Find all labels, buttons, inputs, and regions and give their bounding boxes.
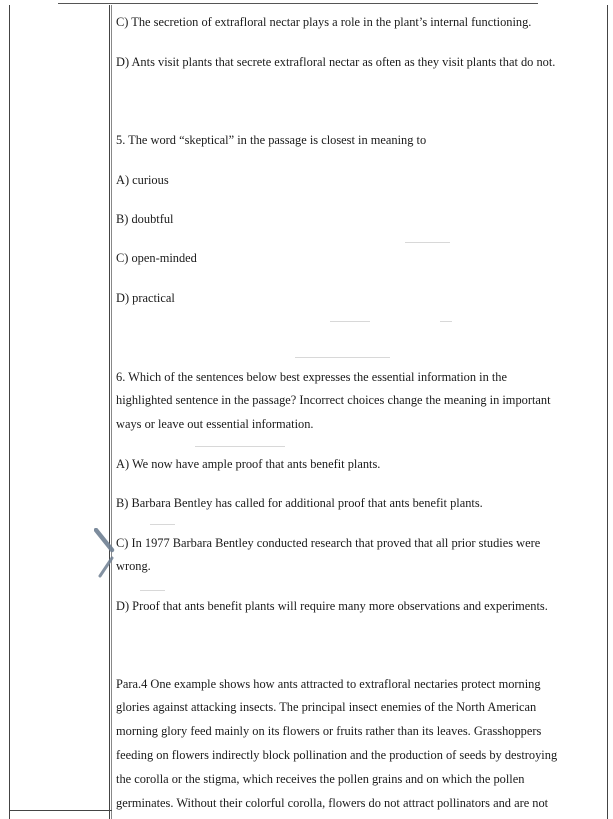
q5-option-b: B) doubtful [116, 212, 174, 226]
para4-line: feeding on flowers indirectly block pollination and the production of seeds by destroying [116, 748, 558, 762]
q5-option-a: A) curious [116, 173, 169, 187]
q4-option-c: C) The secretion of extrafloral nectar plays a role in the plant’s internal functioning. [116, 15, 532, 29]
scan-smudge [295, 357, 390, 358]
q6-question-line: highlighted sentence in the passage? Incorrect choices change the meaning in important [116, 393, 551, 407]
top-rule [58, 3, 538, 4]
q6-question-line: 6. Which of the sentences below best expresses the essential information in the [116, 370, 508, 384]
q4-option-d: D) Ants visit plants that secrete extrafloral nectar as often as they visit plants that do not. [116, 55, 556, 69]
q5-question: 5. The word “skeptical” in the passage is closest in meaning to [116, 133, 427, 147]
q6-option-a: A) We now have ample proof that ants benefit plants. [116, 457, 381, 471]
table-frame [9, 5, 608, 819]
para4-line: glories against attacking insects. The principal insect enemies of the North American [116, 700, 537, 714]
scan-smudge [330, 321, 370, 322]
pen-mark-icon [94, 528, 118, 580]
scan-smudge [150, 524, 175, 525]
para4-line: the corolla or the stigma, which receives the pollen grains and on which the pollen [116, 772, 525, 786]
para4-line: morning glory feed mainly on its flowers or fruits rather than its leaves. Grasshoppers [116, 724, 542, 738]
scan-smudge [440, 321, 452, 322]
q5-option-d: D) practical [116, 291, 175, 305]
q6-option-d: D) Proof that ants benefit plants will require many more observations and experiments. [116, 599, 548, 613]
q5-option-c: C) open-minded [116, 251, 197, 265]
scan-smudge [195, 446, 285, 447]
scan-smudge [405, 242, 450, 243]
scan-smudge [140, 590, 165, 591]
q6-option-c-line2: wrong. [116, 559, 151, 573]
para4-line: germinates. Without their colorful corolla, flowers do not attract pollinators and are not [116, 796, 549, 810]
q6-option-b: B) Barbara Bentley has called for additional proof that ants benefit plants. [116, 496, 483, 510]
para4-line: Para.4 One example shows how ants attracted to extrafloral nectaries protect morning [116, 677, 541, 691]
column-divider [109, 5, 110, 819]
column-divider-shadow [111, 5, 112, 819]
q6-question-line: ways or leave out essential information. [116, 417, 314, 431]
bottom-rule [9, 810, 112, 811]
q6-option-c-line1: C) In 1977 Barbara Bentley conducted research that proved that all prior studies were [116, 536, 541, 550]
